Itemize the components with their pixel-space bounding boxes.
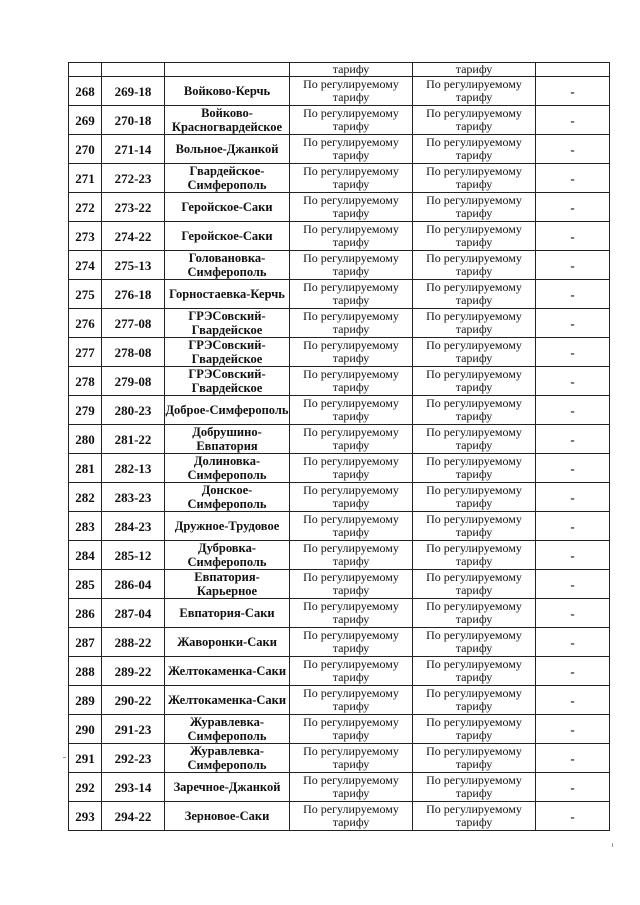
route-name: Долиновка-Симферополь <box>165 454 290 483</box>
table-row <box>69 773 610 802</box>
row-number: 281 <box>69 454 102 483</box>
tariff-cell: По регулируемому тарифу <box>290 367 413 396</box>
route-code: 274-22 <box>102 222 165 251</box>
tariff-cell: По регулируемому тарифу <box>413 483 536 512</box>
row-number: 293 <box>69 802 102 831</box>
route-code: 294-22 <box>102 802 165 831</box>
tariff-cell: По регулируемому тарифу <box>290 309 413 338</box>
tariff-cell: По регулируемому тарифу <box>413 541 536 570</box>
route-code: 285-12 <box>102 541 165 570</box>
dash-cell: - <box>536 193 610 222</box>
tariff-cell: По регулируемому тарифу <box>413 106 536 135</box>
row-number: 282 <box>69 483 102 512</box>
route-name: ГРЭСовский-Гвардейское <box>165 367 290 396</box>
route-code: 270-18 <box>102 106 165 135</box>
route-name: Вольное-Джанкой <box>165 135 290 164</box>
dash-cell: - <box>536 164 610 193</box>
tariff-cell: По регулируемому тарифу <box>290 628 413 657</box>
tariff-cell: По регулируемому тарифу <box>413 251 536 280</box>
tariff-cell: По регулируемому тарифу <box>290 396 413 425</box>
table-row <box>69 512 610 541</box>
tariff-cell: По регулируемому тарифу <box>290 425 413 454</box>
tariff-cell: По регулируемому тарифу <box>413 309 536 338</box>
route-name: Добрушино-Евпатория <box>165 425 290 454</box>
scan-speck <box>63 757 66 758</box>
route-code: 279-08 <box>102 367 165 396</box>
route-code: 291-23 <box>102 715 165 744</box>
route-name: Войково-Красногвардейское <box>165 106 290 135</box>
tariff-cell: По регулируемому тарифу <box>413 686 536 715</box>
row-number: 290 <box>69 715 102 744</box>
route-code: 269-18 <box>102 77 165 106</box>
tariff-cell: По регулируемому тарифу <box>413 715 536 744</box>
route-name: Доброе-Симферополь <box>165 396 290 425</box>
tariff-cell: По регулируемому тарифу <box>413 425 536 454</box>
row-number: 283 <box>69 512 102 541</box>
row-number: 287 <box>69 628 102 657</box>
tariff-cell: По регулируемому тарифу <box>290 599 413 628</box>
dash-cell: - <box>536 657 610 686</box>
tariff-cell: По регулируемому тарифу <box>290 541 413 570</box>
route-code: 289-22 <box>102 657 165 686</box>
table-row <box>69 541 610 570</box>
table-row <box>69 715 610 744</box>
tariff-cell: По регулируемому тарифу <box>290 77 413 106</box>
row-number: 272 <box>69 193 102 222</box>
table-row <box>69 222 610 251</box>
table-row <box>69 744 610 773</box>
route-code: 273-22 <box>102 193 165 222</box>
tariff-cell: По регулируемому тарифу <box>413 338 536 367</box>
tariff-cell: По регулируемому тарифу <box>413 628 536 657</box>
tariff-cell: По регулируемому тарифу <box>413 135 536 164</box>
tariff-cell: По регулируемому тарифу <box>290 570 413 599</box>
row-number: 284 <box>69 541 102 570</box>
row-number: 292 <box>69 773 102 802</box>
tariff-cell: По регулируемому тарифу <box>413 77 536 106</box>
route-name: Журавлевка-Симферополь <box>165 744 290 773</box>
route-code: 276-18 <box>102 280 165 309</box>
row-number: 276 <box>69 309 102 338</box>
route-code: 284-23 <box>102 512 165 541</box>
tariff-cell: По регулируемому тарифу <box>290 222 413 251</box>
dash-cell: - <box>536 454 610 483</box>
dash-cell: - <box>536 222 610 251</box>
dash-cell: - <box>536 773 610 802</box>
route-code: 288-22 <box>102 628 165 657</box>
dash-cell: - <box>536 802 610 831</box>
row-number: 285 <box>69 570 102 599</box>
dash-cell: - <box>536 338 610 367</box>
tariff-cell: По регулируемому тарифу <box>413 280 536 309</box>
table-row <box>69 657 610 686</box>
row-number: 280 <box>69 425 102 454</box>
dash-cell: - <box>536 512 610 541</box>
row-number: 268 <box>69 77 102 106</box>
row-number: 291 <box>69 744 102 773</box>
tariff-cell: По регулируемому тарифу <box>290 164 413 193</box>
table-row <box>69 164 610 193</box>
dash-cell: - <box>536 715 610 744</box>
route-name: Геройское-Саки <box>165 193 290 222</box>
dash-cell: - <box>536 367 610 396</box>
route-code: 272-23 <box>102 164 165 193</box>
row-number: 275 <box>69 280 102 309</box>
tariff-cell: По регулируемому тарифу <box>290 744 413 773</box>
route-name: Донское-Симферополь <box>165 483 290 512</box>
route-code: 293-14 <box>102 773 165 802</box>
continued-row <box>69 63 610 77</box>
scan-speck <box>612 843 613 847</box>
empty-cell <box>165 63 290 77</box>
route-code: 282-13 <box>102 454 165 483</box>
table-row <box>69 338 610 367</box>
dash-cell: - <box>536 106 610 135</box>
routes-table <box>68 62 610 831</box>
route-name: Евпатория-Карьерное <box>165 570 290 599</box>
tariff-cell: тарифу <box>290 63 413 77</box>
table-row <box>69 77 610 106</box>
tariff-cell: По регулируемому тарифу <box>290 251 413 280</box>
table-row <box>69 599 610 628</box>
row-number: 274 <box>69 251 102 280</box>
tariff-cell: По регулируемому тарифу <box>413 454 536 483</box>
table-row <box>69 367 610 396</box>
route-name: ГРЭСовский-Гвардейское <box>165 309 290 338</box>
route-name: Гвардейское-Симферополь <box>165 164 290 193</box>
dash-cell: - <box>536 744 610 773</box>
tariff-cell: По регулируемому тарифу <box>290 338 413 367</box>
table-row <box>69 686 610 715</box>
route-code: 281-22 <box>102 425 165 454</box>
tariff-cell: По регулируемому тарифу <box>290 657 413 686</box>
dash-cell: - <box>536 570 610 599</box>
dash-cell: - <box>536 251 610 280</box>
empty-cell <box>102 63 165 77</box>
route-code: 277-08 <box>102 309 165 338</box>
route-name: Геройское-Саки <box>165 222 290 251</box>
row-number: 279 <box>69 396 102 425</box>
table-row <box>69 135 610 164</box>
dash-cell: - <box>536 483 610 512</box>
tariff-cell: По регулируемому тарифу <box>290 106 413 135</box>
route-name: Дубровка-Симферополь <box>165 541 290 570</box>
row-number: 270 <box>69 135 102 164</box>
row-number: 286 <box>69 599 102 628</box>
dash-cell: - <box>536 425 610 454</box>
tariff-cell: По регулируемому тарифу <box>413 802 536 831</box>
empty-cell <box>536 63 610 77</box>
route-name: Зерновое-Саки <box>165 802 290 831</box>
tariff-cell: По регулируемому тарифу <box>290 686 413 715</box>
route-code: 271-14 <box>102 135 165 164</box>
row-number: 271 <box>69 164 102 193</box>
tariff-cell: По регулируемому тарифу <box>290 773 413 802</box>
dash-cell: - <box>536 280 610 309</box>
tariff-cell: По регулируемому тарифу <box>290 802 413 831</box>
dash-cell: - <box>536 541 610 570</box>
tariff-cell: По регулируемому тарифу <box>413 164 536 193</box>
row-number: 289 <box>69 686 102 715</box>
route-name: Дружное-Трудовое <box>165 512 290 541</box>
row-number: 278 <box>69 367 102 396</box>
table-row <box>69 309 610 338</box>
tariff-cell: тарифу <box>413 63 536 77</box>
route-name: ГРЭСовский-Гвардейское <box>165 338 290 367</box>
dash-cell: - <box>536 628 610 657</box>
table-row <box>69 454 610 483</box>
route-code: 290-22 <box>102 686 165 715</box>
dash-cell: - <box>536 599 610 628</box>
route-name: Журавлевка-Симферополь <box>165 715 290 744</box>
tariff-cell: По регулируемому тарифу <box>413 599 536 628</box>
tariff-cell: По регулируемому тарифу <box>413 570 536 599</box>
route-code: 287-04 <box>102 599 165 628</box>
tariff-cell: По регулируемому тарифу <box>290 135 413 164</box>
table-row <box>69 396 610 425</box>
dash-cell: - <box>536 396 610 425</box>
row-number: 288 <box>69 657 102 686</box>
route-name: Войково-Керчь <box>165 77 290 106</box>
tariff-cell: По регулируемому тарифу <box>413 773 536 802</box>
empty-cell <box>69 63 102 77</box>
route-code: 278-08 <box>102 338 165 367</box>
tariff-cell: По регулируемому тарифу <box>413 396 536 425</box>
route-name: Желтокаменка-Саки <box>165 686 290 715</box>
route-code: 275-13 <box>102 251 165 280</box>
route-name: Горностаевка-Керчь <box>165 280 290 309</box>
table-row <box>69 802 610 831</box>
tariff-cell: По регулируемому тарифу <box>413 744 536 773</box>
dash-cell: - <box>536 686 610 715</box>
route-name: Жаворонки-Саки <box>165 628 290 657</box>
table-row <box>69 628 610 657</box>
table-row <box>69 570 610 599</box>
route-code: 286-04 <box>102 570 165 599</box>
tariff-cell: По регулируемому тарифу <box>290 512 413 541</box>
row-number: 277 <box>69 338 102 367</box>
tariff-cell: По регулируемому тарифу <box>290 483 413 512</box>
tariff-cell: По регулируемому тарифу <box>290 454 413 483</box>
tariff-cell: По регулируемому тарифу <box>413 367 536 396</box>
table-row <box>69 251 610 280</box>
row-number: 273 <box>69 222 102 251</box>
tariff-cell: По регулируемому тарифу <box>413 193 536 222</box>
tariff-cell: По регулируемому тарифу <box>413 512 536 541</box>
table-row <box>69 280 610 309</box>
table-row <box>69 106 610 135</box>
row-number: 269 <box>69 106 102 135</box>
tariff-cell: По регулируемому тарифу <box>290 280 413 309</box>
route-name: Евпатория-Саки <box>165 599 290 628</box>
route-code: 292-23 <box>102 744 165 773</box>
route-name: Заречное-Джанкой <box>165 773 290 802</box>
tariff-cell: По регулируемому тарифу <box>413 222 536 251</box>
route-name: Голованoвка-Симферополь <box>165 251 290 280</box>
table-row <box>69 483 610 512</box>
tariff-cell: По регулируемому тарифу <box>413 657 536 686</box>
route-name: Желтокаменка-Саки <box>165 657 290 686</box>
dash-cell: - <box>536 309 610 338</box>
route-code: 283-23 <box>102 483 165 512</box>
route-code: 280-23 <box>102 396 165 425</box>
dash-cell: - <box>536 77 610 106</box>
table-row <box>69 193 610 222</box>
dash-cell: - <box>536 135 610 164</box>
tariff-cell: По регулируемому тарифу <box>290 193 413 222</box>
tariff-cell: По регулируемому тарифу <box>290 715 413 744</box>
table-row <box>69 425 610 454</box>
